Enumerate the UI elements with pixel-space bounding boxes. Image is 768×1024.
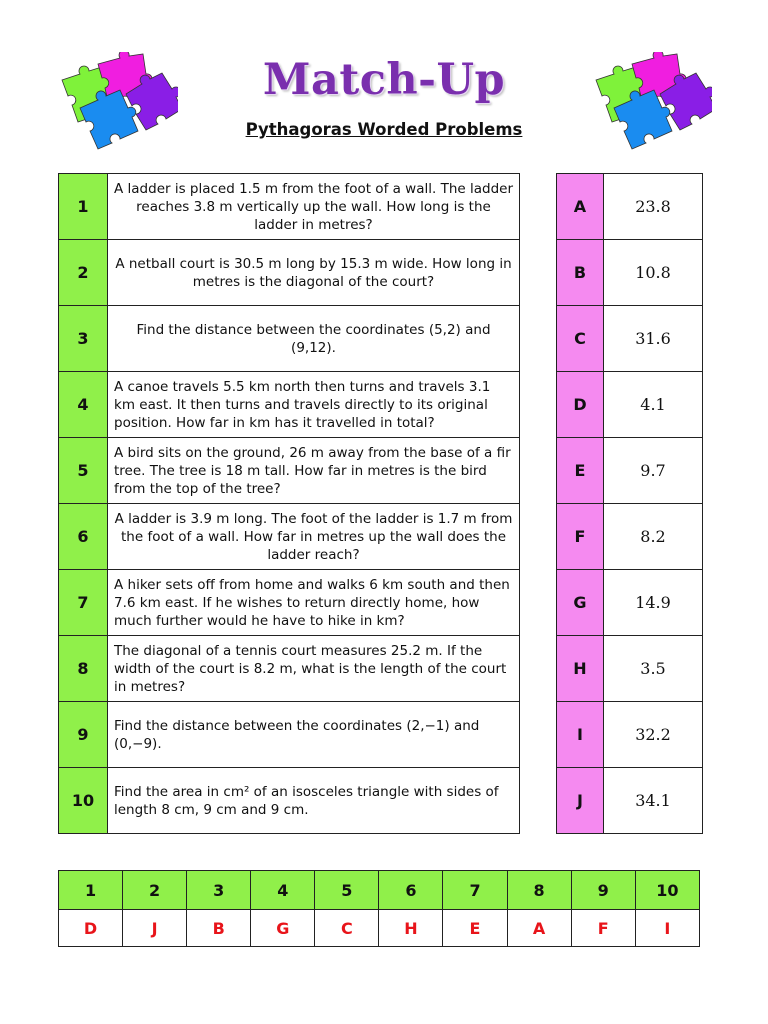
problem-row — [59, 174, 520, 240]
match-grid-number: 8 — [507, 871, 571, 910]
match-grid-letter: J — [123, 910, 187, 947]
problem-number: 6 — [59, 504, 108, 570]
problem-text: Find the distance between the coordinates (2,−1) and (0,−9). — [108, 702, 520, 768]
answer-letter: B — [557, 240, 604, 306]
answer-value: 4.1 — [604, 372, 703, 438]
answer-value: 10.8 — [604, 240, 703, 306]
match-grid-letter: E — [443, 910, 507, 947]
problem-number: 2 — [59, 240, 108, 306]
answer-letter: A — [557, 174, 604, 240]
answer-letter: C — [557, 306, 604, 372]
answer-value: 3.5 — [604, 636, 703, 702]
answer-letter: D — [557, 372, 604, 438]
problem-text: A ladder is placed 1.5 m from the foot of a wall. The ladder reaches 3.8 m vertically up the wall. How long is the ladder in metres? — [108, 174, 520, 240]
answers-table — [556, 173, 703, 834]
match-grid-number: 9 — [571, 871, 635, 910]
match-grid-letter: F — [571, 910, 635, 947]
answer-letter: H — [557, 636, 604, 702]
match-grid-numbers-row — [59, 871, 700, 910]
problem-text: A bird sits on the ground, 26 m away from the base of a fir tree. The tree is 18 m tall. How far in metres is the bird from the top of the tree? — [108, 438, 520, 504]
problem-row — [59, 636, 520, 702]
problem-row — [59, 306, 520, 372]
answer-value: 23.8 — [604, 174, 703, 240]
match-grid-number: 10 — [635, 871, 699, 910]
answer-value: 14.9 — [604, 570, 703, 636]
problem-number: 10 — [59, 768, 108, 834]
answer-letter: I — [557, 702, 604, 768]
answer-letter: J — [557, 768, 604, 834]
match-grid-number: 1 — [59, 871, 123, 910]
problem-row — [59, 768, 520, 834]
page-title: Match-Up — [262, 55, 506, 105]
match-grid-number: 2 — [123, 871, 187, 910]
problem-number: 8 — [59, 636, 108, 702]
match-grid-letter: H — [379, 910, 443, 947]
answer-row — [557, 372, 703, 438]
answer-row — [557, 438, 703, 504]
answer-row — [557, 174, 703, 240]
match-grid-letter: G — [251, 910, 315, 947]
problem-text: A hiker sets off from home and walks 6 km south and then 7.6 km east. If he wishes to return directly home, how much further would he have to hike in km? — [108, 570, 520, 636]
match-grid-number: 3 — [187, 871, 251, 910]
problem-text: A canoe travels 5.5 km north then turns and travels 3.1 km east. It then turns and travels directly to its original position. How far in km has it travelled in total? — [108, 372, 520, 438]
answer-row — [557, 240, 703, 306]
problem-text: Find the area in cm² of an isosceles triangle with sides of length 8 cm, 9 cm and 9 cm. — [108, 768, 520, 834]
page-subtitle: Pythagoras Worded Problems — [245, 120, 523, 139]
problem-number: 9 — [59, 702, 108, 768]
problem-row — [59, 240, 520, 306]
match-grid-letter: D — [59, 910, 123, 947]
match-grid — [58, 870, 700, 947]
problem-text: A netball court is 30.5 m long by 15.3 m wide. How long in metres is the diagonal of the court? — [108, 240, 520, 306]
match-grid-letter: C — [315, 910, 379, 947]
match-grid-number: 7 — [443, 871, 507, 910]
answer-value: 8.2 — [604, 504, 703, 570]
problem-number: 1 — [59, 174, 108, 240]
match-grid-number: 5 — [315, 871, 379, 910]
answer-value: 31.6 — [604, 306, 703, 372]
answer-value: 9.7 — [604, 438, 703, 504]
problem-text: A ladder is 3.9 m long. The foot of the ladder is 1.7 m from the foot of a wall. How far in metres up the wall does the ladder reach? — [108, 504, 520, 570]
answer-letter: E — [557, 438, 604, 504]
problem-number: 4 — [59, 372, 108, 438]
problem-row — [59, 504, 520, 570]
match-grid-letter: B — [187, 910, 251, 947]
answer-value: 34.1 — [604, 768, 703, 834]
match-grid-letter: A — [507, 910, 571, 947]
match-grid-number: 4 — [251, 871, 315, 910]
problem-text: Find the distance between the coordinates (5,2) and (9,12). — [108, 306, 520, 372]
answer-row — [557, 504, 703, 570]
match-grid-letter: I — [635, 910, 699, 947]
problem-row — [59, 570, 520, 636]
answer-row — [557, 768, 703, 834]
answer-row — [557, 570, 703, 636]
answer-value: 32.2 — [604, 702, 703, 768]
match-grid-number: 6 — [379, 871, 443, 910]
problem-text: The diagonal of a tennis court measures 25.2 m. If the width of the court is 8.2 m, what is the length of the court in metres? — [108, 636, 520, 702]
match-grid-letters-row — [59, 910, 700, 947]
problem-number: 3 — [59, 306, 108, 372]
answer-row — [557, 702, 703, 768]
problem-row — [59, 438, 520, 504]
problem-number: 5 — [59, 438, 108, 504]
answer-letter: G — [557, 570, 604, 636]
problems-table — [58, 173, 520, 834]
problem-row — [59, 702, 520, 768]
answer-letter: F — [557, 504, 604, 570]
problem-row — [59, 372, 520, 438]
answer-row — [557, 306, 703, 372]
answer-row — [557, 636, 703, 702]
problem-number: 7 — [59, 570, 108, 636]
